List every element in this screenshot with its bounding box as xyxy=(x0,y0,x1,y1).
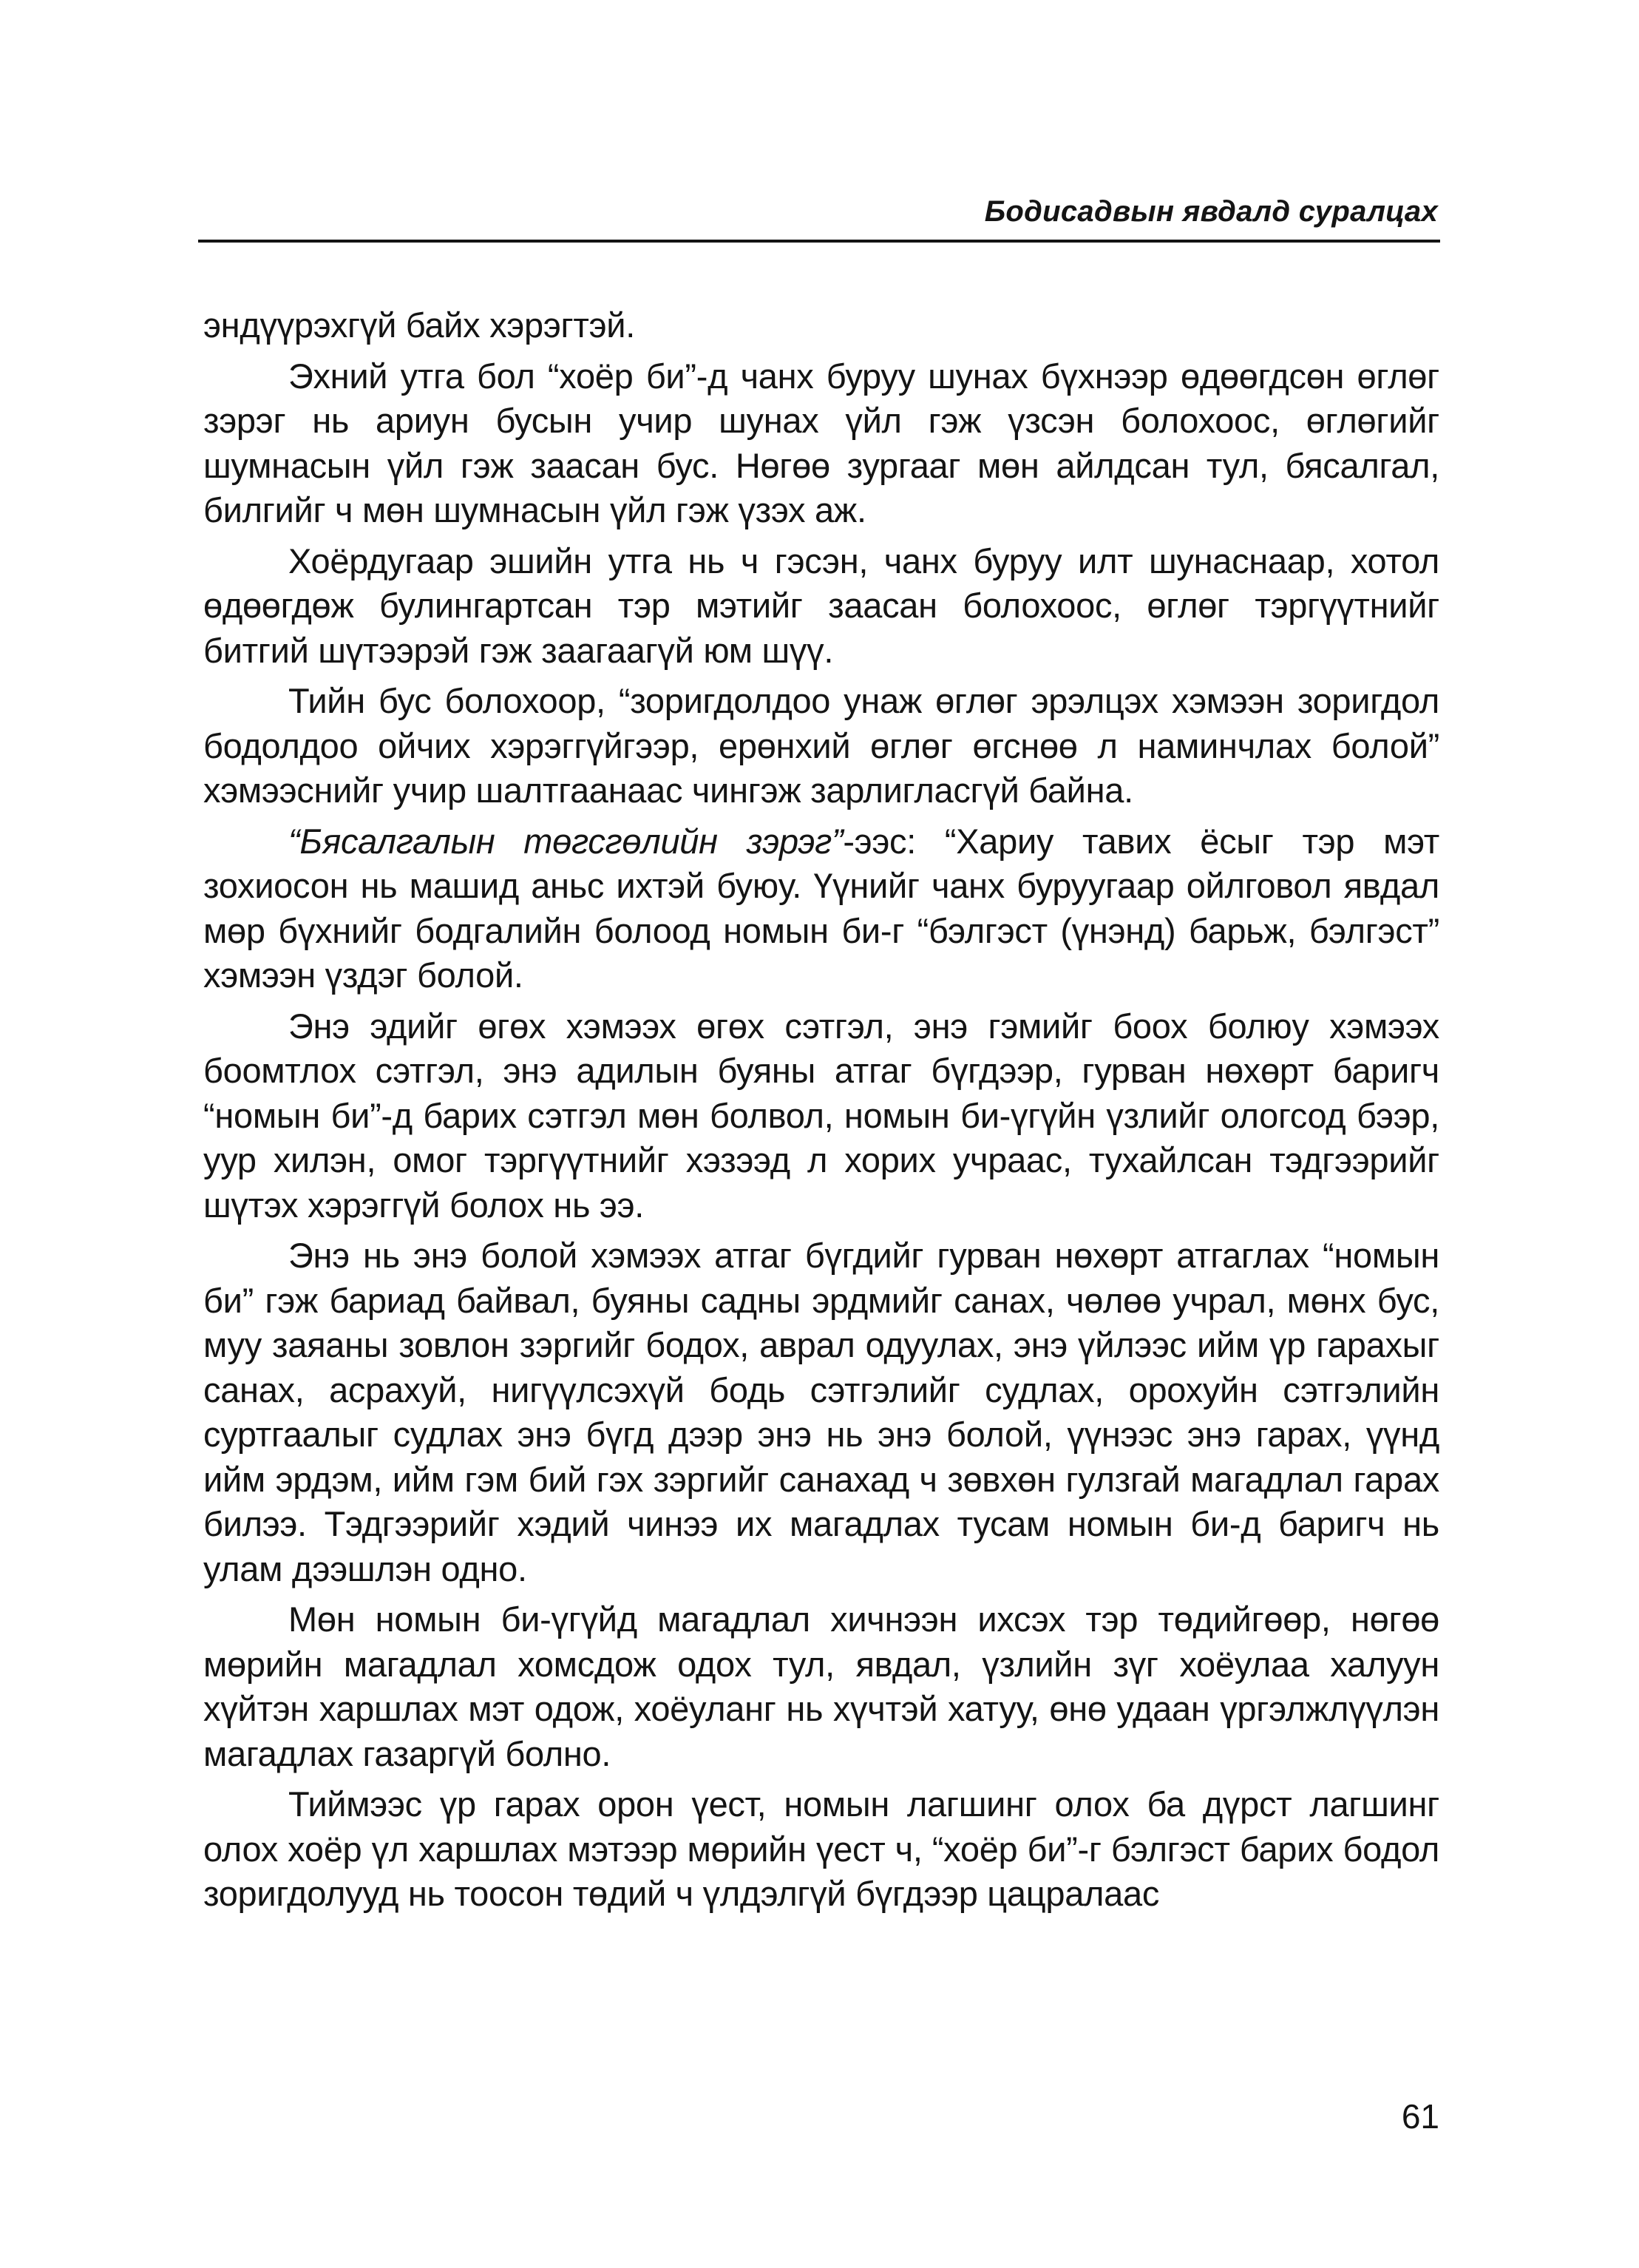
paragraph-second-verse: Хоёрдугаар эшийн утга нь ч гэсэн, чанх буруу илт шунаснаар, хотол өдөөгдөж булингартсан тэр мэтийг заасан болохоос, өглөг тэргүүтнийг битгий шүтээрэй гэж заагаагүй юм шүү. xyxy=(203,541,1439,670)
paragraph-first-meaning: Эхний утга бол “хоёр би”-д чанх буруу шунах бүхнээр өдөөгдсөн өглөг зэрэг нь ариун бусын учир шунах үйл гэж үзсэн болохоос, өглөгийг шумнасын үйл гэж заасан бус. Нөгөө зургааг мөн айлдсан тул, бясалгал, билгийг ч мөн шумнасын үйл гэж үзэх аж. xyxy=(203,356,1439,529)
body-text xyxy=(203,303,1439,1923)
quote-text: -ээс: “Хариу тавих ёсыг тэр мэт зохиосон нь машид аньс ихтэй буюу. Үүнийг чанх буруугаар ойлговол явдал мөр бүхнийг бодгалийн болоод номын би-г “бэлгэст (үнэнд) барьж, бэлгэст” хэмээн үздэг болой. xyxy=(203,821,1440,995)
paragraph-giving-mind: Энэ эдийг өгөх хэмээх өгөх сэтгэл, энэ гэмийг боох болюу хэмээх боомтлох сэтгэл, энэ адилын буяны атгаг бүгдээр, гурван нөхөрт баригч “номын би”-д барих сэтгэл мөн болвол, номын би-үгүйн үзлийг ологсод бээр, уур хилэн, омог тэргүүтнийг хэзээд л хорих учраас, тухайлсан тэдгээрийг шүтэх хэрэггүй болох нь ээ. xyxy=(203,1006,1439,1225)
paragraph-quote xyxy=(203,819,1439,998)
paragraph-continuation: эндүүрэхгүй байх хэрэгтэй. xyxy=(203,305,635,345)
paragraph-therefore: Тиймээс үр гарах орон үест, номын лагшинг олох ба дүрст лагшинг олох хоёр үл харшлах мэтээр мөрийн үест ч, “хоёр би”-г бэлгэст барих бодол зоригдолууд нь тоосон төдий ч үлдэлгүй бүгдээр цацралаас xyxy=(203,1784,1439,1913)
page-number: 61 xyxy=(1401,2097,1439,2136)
paragraph-this-is-this: Энэ нь энэ болой хэмээх атгаг бүгдийг гурван нөхөрт атгаглах “номын би” гэж бариад байвал, буяны садны эрдмийг санах, чөлөө учрал, мөнх бус, муу заяаны зовлон зэргийг бодох, аврал одуулах, энэ үйлээс ийм үр гарахыг санах, асрахуй, нигүүлсэхүй бодь сэтгэлийг судлах, орохуйн сэтгэлийн суртгаалыг судлах энэ бүгд дээр энэ нь энэ болой, үүнээс энэ гарах, үүнд ийм эрдэм, ийм гэм бий гэх зэргийг санахад ч зөвхөн гулзгай магадлал гарах билээ. Тэдгээрийг хэдий чинээ их магадлах тусам номын би-д баригч нь улам дээшлэн одно. xyxy=(203,1236,1439,1588)
quoted-work-title: “Бясалгалын төгсгөлийн зэрэг” xyxy=(288,821,844,861)
paragraph-selflessness: Мөн номын би-үгүйд магадлал хичнээн ихсэх тэр төдийгөөр, нөгөө мөрийн магадлал хомсдож одох тул, явдал, үзлийн зүг хоёулаа халуун хүйтэн харшлах мэт одож, хоёуланг нь хүчтэй хатуу, өнө удаан үргэлжлүүлэн магадлах газаргүй болно. xyxy=(203,1600,1439,1773)
header-rule xyxy=(198,240,1440,243)
paragraph-otherwise: Тийн бус болохоор, “зоригдолдоо унаж өглөг эрэлцэх хэмээн зоригдол бодолдоо ойчих хэрэггүйгээр, ерөнхий өглөг өгснөө л наминчлах болой” хэмээснийг учир шалтгаанаас чингэж зарлигласгүй байна. xyxy=(203,681,1439,810)
running-header-title: Бодисадвын явдалд суралцах xyxy=(984,195,1438,228)
